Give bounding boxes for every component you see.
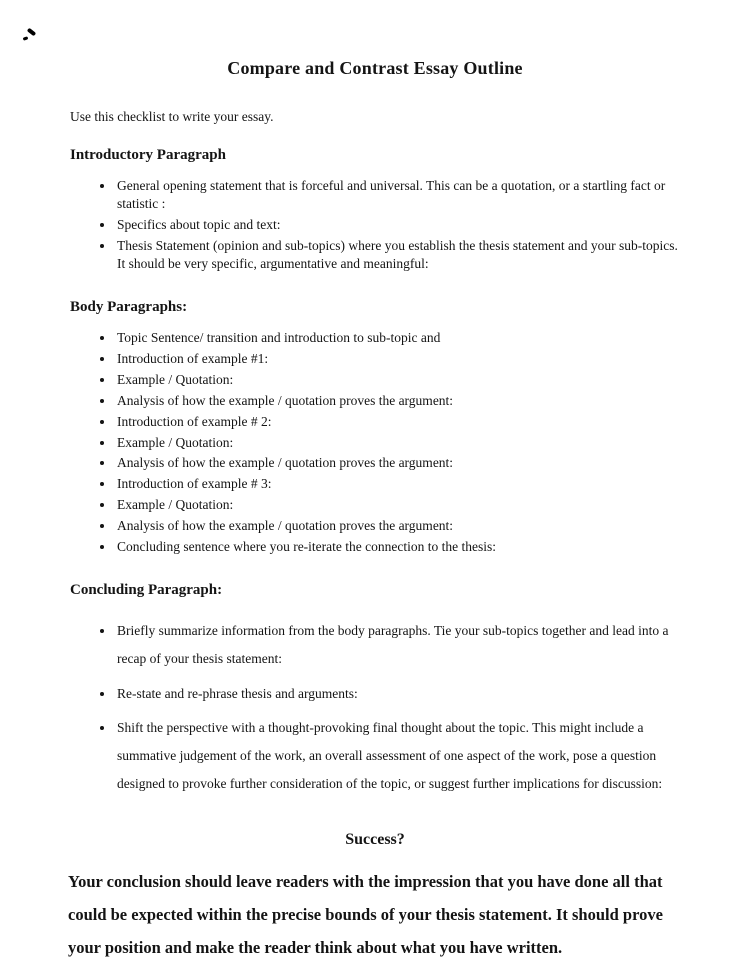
bullet-list-concluding	[68, 617, 682, 797]
section-concluding-paragraph	[68, 582, 682, 797]
section-introductory-paragraph	[68, 147, 682, 273]
bullet-list-introductory	[68, 177, 682, 273]
list-item: • Example / Quotation:	[115, 496, 682, 514]
list-item: • General opening statement that is forceful and universal. This can be a quotation, or a startling fact or statistic :	[115, 177, 682, 213]
list-item: • Introduction of example #1:	[115, 350, 682, 368]
list-item: • Topic Sentence/ transition and introduction to sub-topic and	[115, 329, 682, 347]
section-heading-body: Body Paragraphs:	[70, 298, 188, 315]
section-heading-concluding: Concluding Paragraph:	[70, 582, 223, 599]
list-item: • Example / Quotation:	[115, 371, 682, 389]
list-item: • Re-state and re-phrase thesis and arguments:	[115, 680, 682, 708]
list-item: • Introduction of example # 3:	[115, 475, 682, 493]
list-item: • Thesis Statement (opinion and sub-topics) where you establish the thesis statement and your sub-topics. It should be very specific, argumentative and meaningful:	[115, 237, 682, 273]
list-item: • Analysis of how the example / quotation proves the argument:	[115, 517, 682, 535]
page-title: Compare and Contrast Essay Outline	[227, 58, 523, 78]
list-item: • Analysis of how the example / quotation proves the argument:	[115, 454, 682, 472]
list-item: • Introduction of example # 2:	[115, 413, 682, 431]
list-item: • Concluding sentence where you re-iterate the connection to the thesis:	[115, 538, 682, 556]
list-item: • Shift the perspective with a thought-provoking final thought about the topic. This might include a summative judgement of the work, an overall assessment of one aspect of the work, pose a question designed to provoke further consideration of the topic, or suggest further implications for discussion:	[115, 714, 682, 797]
intro-line: Use this checklist to write your essay.	[70, 109, 274, 124]
list-item: • Analysis of how the example / quotation proves the argument:	[115, 392, 682, 410]
list-item: • Specifics about topic and text:	[115, 216, 682, 234]
bullet-list-body	[68, 329, 682, 556]
list-item: • Example / Quotation:	[115, 434, 682, 452]
conclusion-statement: Your conclusion should leave readers with the impression that you have done all that could be expected within the precise bounds of your thesis statement. It should prove your position and make the reader think about what you have written.	[68, 872, 663, 958]
list-item: • Briefly summarize information from the body paragraphs. Tie your sub-topics together and lead into a recap of your thesis statement:	[115, 617, 682, 672]
success-heading: Success?	[345, 831, 405, 849]
section-heading-introductory: Introductory Paragraph	[70, 147, 226, 163]
section-body-paragraphs	[68, 299, 682, 556]
